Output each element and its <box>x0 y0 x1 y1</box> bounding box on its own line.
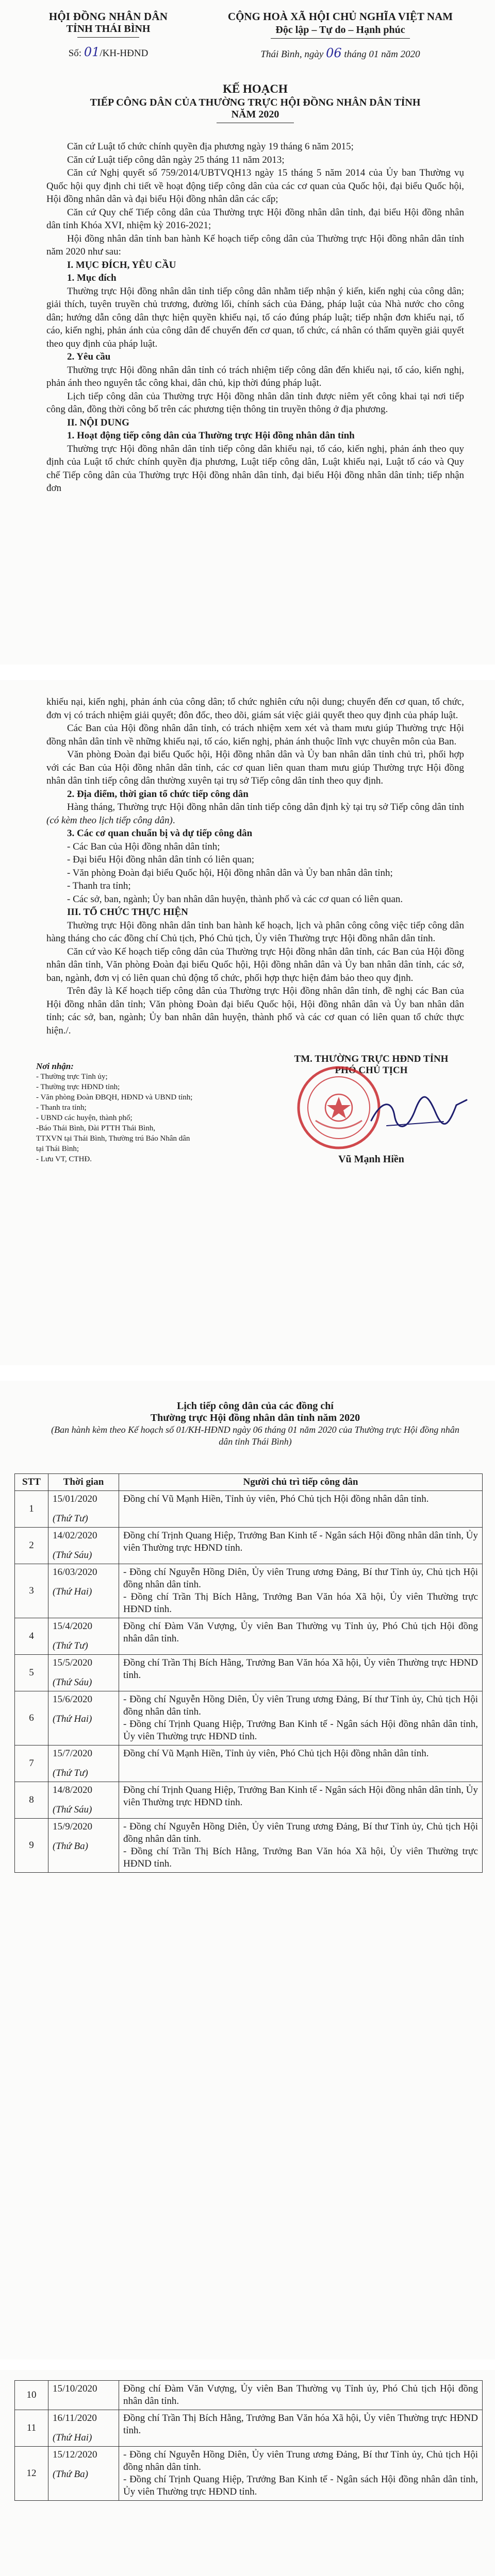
row-weekday: (Thứ Hai) <box>53 1714 92 1724</box>
row-persons-cell <box>119 1655 483 1691</box>
row-date: 15/6/2020 <box>53 1694 93 1705</box>
row-date-cell <box>48 2447 119 2501</box>
header-rule-left <box>77 37 139 38</box>
row-number: 9 <box>15 1819 48 1873</box>
presiding-person: - Đồng chí Trần Thị Bích Hằng, Trưởng Ban Văn hóa Xã hội, Ủy viên Thường trực HĐND tỉnh. <box>123 1846 478 1869</box>
table-row <box>15 2447 483 2501</box>
row-weekday: (Thứ Tư) <box>53 1640 88 1651</box>
document-page-3 <box>0 1381 495 2360</box>
table-header-row <box>15 1474 483 1491</box>
recipient-item: - Lưu VT, CTHĐ. <box>36 1155 92 1163</box>
row-date-cell <box>48 1819 119 1873</box>
row-weekday: (Thứ Sáu) <box>53 1677 92 1688</box>
section-heading: III. TỔ CHỨC THỰC HIỆN <box>67 907 188 918</box>
table-row <box>15 1782 483 1819</box>
document-page-2 <box>0 680 495 1365</box>
recipient-item: tại Thái Bình; <box>36 1145 79 1153</box>
row-persons-cell <box>119 1564 483 1618</box>
row-date-cell <box>48 1782 119 1819</box>
presiding-person: - Đồng chí Trịnh Quang Hiệp, Trưởng Ban Kinh tế - Ngân sách Hội đồng nhân dân tỉnh, Ủy viên Thường trực HĐND tỉnh. <box>123 2474 478 2497</box>
recipients-label: Nơi nhận: <box>36 1061 74 1071</box>
paragraph: Trên đây là Kế hoạch tiếp công dân của Thường trực Hội đồng nhân dân tỉnh, đề nghị các Ban của Hội đồng nhân dân tỉnh; Văn phòng Đoàn đại biểu Quốc hội, Hội đồng nhân dân và Ủy ban nhân dân tỉnh; các sở, ban, ngành; Ủy ban nhân dân huyện, thành phố và các cơ quan có liên quan tổ chức thực hiện./. <box>46 986 464 1036</box>
page1-body <box>46 140 464 495</box>
row-persons-cell <box>119 1745 483 1782</box>
document-title <box>46 82 464 123</box>
table-row <box>15 1745 483 1782</box>
presiding-person: Đồng chí Trịnh Quang Hiệp, Trưởng Ban Kinh tế - Ngân sách Hội đồng nhân dân tỉnh, Ủy viên Thường trực HĐND tỉnh. <box>123 1530 478 1553</box>
recipient-item: - Thường trực HĐND tỉnh; <box>36 1083 120 1091</box>
subsection-heading: 3. Các cơ quan chuẩn bị và dự tiếp công dân <box>67 828 253 839</box>
presiding-person: - Đồng chí Trịnh Quang Hiệp, Trưởng Ban Kinh tế - Ngân sách Hội đồng nhân dân tỉnh, Ủy viên Thường trực HĐND tỉnh. <box>123 1719 478 1742</box>
row-date: 16/11/2020 <box>53 2413 97 2424</box>
row-date-cell <box>48 1691 119 1745</box>
row-date: 16/03/2020 <box>53 1567 97 1578</box>
paragraph: Văn phòng Đoàn đại biểu Quốc hội, Hội đồng nhân dân và Ủy ban nhân dân tỉnh chủ trì, phối hợp với các Ban của Hội đồng nhân dân tỉnh, các cơ quan liên quan tham mưu giúp Thường trực Hội đồng nhân dân tỉnh tiếp công dân thường xuyên tại trụ sở Tiếp công dân tỉnh theo quy định. <box>46 749 464 786</box>
table-row <box>15 1655 483 1691</box>
paragraph: Thường trực Hội đồng nhân dân tỉnh ban hành kế hoạch, lịch và phân công công việc tiếp công dân hàng tháng cho các đồng chí Chủ tịch, Phó Chủ tịch, Ủy viên Thường trực Hội đồng nhân dân tỉnh. <box>46 920 464 944</box>
table-row <box>15 1528 483 1564</box>
legal-basis: Căn cứ Luật tổ chức chính quyền địa phương ngày 19 tháng 6 năm 2015; <box>67 141 354 152</box>
national-motto: Độc lập – Tự do – Hạnh phúc <box>275 24 405 36</box>
schedule-title-line2: Thường trực Hội đồng nhân dân tỉnh năm 2020 <box>150 1412 360 1423</box>
presiding-person: Đồng chí Trịnh Quang Hiệp, Trưởng Ban Kinh tế - Ngân sách Hội đồng nhân dân tỉnh, Ủy viên Thường trực HĐND tỉnh. <box>123 1785 478 1808</box>
row-date: 15/7/2020 <box>53 1748 93 1759</box>
subsection-heading: 1. Mục đích <box>67 273 117 283</box>
presiding-person: - Đồng chí Nguyễn Hồng Diên, Ủy viên Trung ương Đảng, Bí thư Tỉnh ủy, Chủ tịch Hội đồng nhân dân tỉnh. <box>123 1567 478 1590</box>
row-date: 15/9/2020 <box>53 1821 93 1832</box>
list-item: - Văn phòng Đoàn đại biểu Quốc hội, Hội đồng nhân dân và Ủy ban nhân dân tỉnh; <box>67 867 393 878</box>
participant-list <box>46 840 464 906</box>
presiding-person: Đồng chí Trần Thị Bích Hằng, Trưởng Ban Văn hóa Xã hội, Ủy viên Thường trực HĐND tỉnh. <box>123 2413 478 2436</box>
issue-date: Thái Bình, ngày 06 tháng 01 năm 2020 <box>260 46 420 60</box>
row-date-cell <box>48 2410 119 2447</box>
row-weekday: (Thứ Hai) <box>53 1586 92 1597</box>
table-row <box>15 1618 483 1655</box>
paragraph: Thường trực Hội đồng nhân dân tỉnh tiếp công dân khiếu nại, tố cáo, kiến nghị, phản ánh theo quy định của Luật tổ chức chính quyền địa phương, Luật tiếp công dân, Luật khiếu nại, Luật tố cáo và Quy chế Tiếp công dân của Thường trực Hội đồng nhân dân tỉnh, đại biểu Hội đồng nhân dân tỉnh; tiếp nhận đơn <box>46 443 464 494</box>
legal-basis: Căn cứ Luật tiếp công dân ngày 25 tháng 11 năm 2013; <box>67 154 285 165</box>
subsection-heading: 2. Địa điểm, thời gian tổ chức tiếp công dân <box>67 788 249 800</box>
row-persons-cell <box>119 2410 483 2447</box>
column-header: Thời gian <box>48 1474 119 1491</box>
row-persons-cell <box>119 1618 483 1655</box>
section-heading: II. NỘI DUNG <box>67 417 129 428</box>
presiding-person: Đồng chí Đàm Văn Vượng, Ủy viên Ban Thường vụ Tỉnh ủy, Phó Chủ tịch Hội đồng nhân dân tỉnh. <box>123 1621 478 1644</box>
row-persons-cell <box>119 1819 483 1873</box>
section-heading: I. MỤC ĐÍCH, YÊU CẦU <box>67 259 176 270</box>
row-number: 11 <box>15 2410 48 2447</box>
row-weekday: (Thứ Tư) <box>53 1768 88 1778</box>
row-date-cell <box>48 1491 119 1528</box>
presiding-person: - Đồng chí Nguyễn Hồng Diên, Ủy viên Trung ương Đảng, Bí thư Tỉnh ủy, Chủ tịch Hội đồng nhân dân tỉnh. <box>123 1694 478 1717</box>
row-date: 15/12/2020 <box>53 2449 97 2460</box>
signer-name: Vũ Mạnh Hiền <box>338 1154 404 1165</box>
signature-block <box>268 1054 474 1165</box>
table-row <box>15 1819 483 1873</box>
row-number: 3 <box>15 1564 48 1618</box>
document-page-1 <box>0 0 495 665</box>
subsection-heading: 2. Yêu cầu <box>67 351 111 362</box>
row-number: 2 <box>15 1528 48 1564</box>
presiding-person: - Đồng chí Nguyễn Hồng Diên, Ủy viên Trung ương Đảng, Bí thư Tỉnh ủy, Chủ tịch Hội đồng nhân dân tỉnh. <box>123 1821 478 1844</box>
page-gap <box>0 2360 495 2370</box>
row-date-cell <box>48 1528 119 1564</box>
recipient-item: TTXVN tại Thái Bình, Thường trú Báo Nhân dân <box>36 1134 190 1143</box>
row-persons-cell <box>119 1491 483 1528</box>
row-number: 7 <box>15 1745 48 1782</box>
paragraph: Lịch tiếp công dân của Thường trực Hội đồng nhân dân tỉnh được niêm yết công khai tại nơi tiếp công dân, đồng thời công bố trên các phương tiện thông tin truyền thông ở địa phương. <box>46 391 464 415</box>
header-rule-right <box>271 38 410 39</box>
row-date-cell <box>48 1745 119 1782</box>
title-line2: TIẾP CÔNG DÂN CỦA THƯỜNG TRỰC HỘI ĐỒNG NHÂN DÂN TỈNH <box>90 97 421 108</box>
schedule-title <box>46 1400 464 1448</box>
paragraph: Thường trực Hội đồng nhân dân tỉnh tiếp công dân nhằm tiếp nhận ý kiến, kiến nghị của công dân; giải thích, tuyên truyền chủ trương, đường lối, chính sách của Đảng, pháp luật của Nhà nước cho công dân; hướng dẫn công dân thực hiện quyền khiếu nại, tố cáo đúng pháp luật; tiếp nhận đơn khiếu nại, tố cáo, kiến nghị, phản ánh của công dân để chuyển đến cơ quan, tổ chức, cá nhân có thẩm quyền giải quyết theo quy định của pháp luật. <box>46 285 464 349</box>
row-weekday: (Thứ Hai) <box>53 2432 92 2443</box>
table-row <box>15 2410 483 2447</box>
row-weekday: (Thứ Ba) <box>53 1841 88 1852</box>
presiding-person: - Đồng chí Nguyễn Hồng Diên, Ủy viên Trung ương Đảng, Bí thư Tỉnh ủy, Chủ tịch Hội đồng nhân dân tỉnh. <box>123 2449 478 2472</box>
national-header <box>201 10 480 60</box>
table-row <box>15 2381 483 2410</box>
list-item: - Thanh tra tỉnh; <box>67 880 131 891</box>
row-date-cell <box>48 2381 119 2410</box>
schedule-title-line1: Lịch tiếp công dân của các đồng chí <box>177 1400 334 1412</box>
paragraph: Thường trực Hội đồng nhân dân tỉnh có trách nhiệm tiếp công dân đến khiếu nại, tố cáo, kiến nghị, phản ánh theo nguyên tắc công khai, dân chủ, kịp thời đúng pháp luật. <box>46 364 464 388</box>
page-gap <box>0 665 495 680</box>
handwritten-number: 01 <box>84 45 100 59</box>
table-row <box>15 1491 483 1528</box>
row-date: 14/02/2020 <box>53 1530 97 1541</box>
subsection-heading: 1. Hoạt động tiếp công dân của Thường trực Hội đồng nhân dân tỉnh <box>67 430 355 441</box>
recipient-item: - Thường trực Tỉnh ủy; <box>36 1073 108 1081</box>
legal-basis: Căn cứ Nghị quyết số 759/2014/UBTVQH13 ngày 15 tháng 5 năm 2014 của Ủy ban Thường vụ Quốc hội quy định chi tiết về hoạt động tiếp công dân của các cơ quan của Quốc hội, đại biểu Quốc hội, Hội đồng nhân dân và đại biểu Hội đồng nhân dân các cấp; <box>46 167 464 205</box>
paragraph: Các Ban của Hội đồng nhân dân tỉnh, có trách nhiệm xem xét và tham mưu giúp Thường trực Hội đồng nhân dân tỉnh về những khiếu nại, tố cáo, kiến nghị, phản ánh thuộc lĩnh vực chuyên môn của Ban. <box>46 723 464 747</box>
row-date: 15/10/2020 <box>53 2383 97 2394</box>
recipients-block <box>36 1061 242 1164</box>
issuing-authority <box>31 10 186 59</box>
list-item: - Đại biểu Hội đồng nhân dân tỉnh có liên quan; <box>67 854 255 865</box>
row-number: 12 <box>15 2447 48 2501</box>
row-number: 5 <box>15 1655 48 1691</box>
row-number: 1 <box>15 1491 48 1528</box>
recipient-item: - Thanh tra tỉnh; <box>36 1104 87 1112</box>
row-persons-cell <box>119 1782 483 1819</box>
row-date-cell <box>48 1655 119 1691</box>
paragraph: Căn cứ vào Kế hoạch tiếp công dân của Thường trực Hội đồng nhân dân tỉnh, các Ban của Hội đồng nhân dân tỉnh, Văn phòng Đoàn đại biểu Quốc hội, Hội đồng nhân dân và Ủy ban nhân dân tỉnh, các sở, ban, ngành, đơn vị có liên quan chủ động tổ chức, phối hợp thực hiện đảm bảo theo quy định. <box>46 946 464 984</box>
row-weekday: (Thứ Ba) <box>53 2469 88 2480</box>
presiding-person: - Đồng chí Trần Thị Bích Hằng, Trưởng Ban Văn hóa Xã hội, Ủy viên Thường trực HĐND tỉnh. <box>123 1591 478 1615</box>
document-number: Số: 01/KH-HĐND <box>68 45 148 59</box>
row-number: 6 <box>15 1691 48 1745</box>
column-header: STT <box>15 1474 48 1491</box>
presiding-person: Đồng chí Vũ Mạnh Hiền, Tỉnh ủy viên, Phó Chủ tịch Hội đồng nhân dân tỉnh. <box>123 1748 429 1759</box>
title-line3: NĂM 2020 <box>231 109 279 120</box>
presiding-person: Đồng chí Vũ Mạnh Hiền, Tỉnh ủy viên, Phó Chủ tịch Hội đồng nhân dân tỉnh. <box>123 1494 429 1504</box>
page-gap <box>0 1365 495 1381</box>
recipient-item: - UBND các huyện, thành phố; <box>36 1114 133 1122</box>
schedule-subtitle: (Ban hành kèm theo Kế hoạch số 01/KH-HĐND ngày 06 tháng 01 năm 2020 của Thường trực Hội đồng nhân dân tỉnh Thái Bình) <box>51 1425 459 1447</box>
signature-position: PHÓ CHỦ TỊCH <box>335 1065 408 1076</box>
row-date-cell <box>48 1564 119 1618</box>
handwritten-day: 06 <box>326 46 342 60</box>
recipient-item: -Báo Thái Bình, Đài PTTH Thái Bình, <box>36 1124 156 1132</box>
presiding-person: Đồng chí Trần Thị Bích Hằng, Trưởng Ban Văn hóa Xã hội, Ủy viên Thường trực HĐND tỉnh. <box>123 1657 478 1681</box>
row-weekday: (Thứ Sáu) <box>53 1804 92 1815</box>
row-date: 15/5/2020 <box>53 1657 93 1668</box>
table-row <box>15 1564 483 1618</box>
row-persons-cell <box>119 1691 483 1745</box>
table-row <box>15 1691 483 1745</box>
schedule-table-continued <box>14 2380 483 2501</box>
org-name-line2: TỈNH THÁI BÌNH <box>66 23 151 35</box>
row-date: 15/4/2020 <box>53 1621 93 1632</box>
row-persons-cell <box>119 2447 483 2501</box>
row-number: 10 <box>15 2381 48 2410</box>
paragraph: khiếu nại, kiến nghị, phản ánh của công dân; tổ chức nghiên cứu nội dung; chuyển đến cơ quan, tổ chức, đơn vị có trách nhiệm giải quyết; đôn đốc, theo dõi, giám sát việc giải quyết theo quy định của pháp luật. <box>46 697 464 721</box>
nation-name: CỘNG HOÀ XÃ HỘI CHỦ NGHĨA VIỆT NAM <box>227 10 453 23</box>
legal-basis: Căn cứ Quy chế Tiếp công dân của Thường trực Hội đồng nhân dân tỉnh, đại biểu Hội đồng nhân dân tỉnh Khóa XVI, nhiệm kỳ 2016-2021; <box>46 207 464 231</box>
intro-paragraph: Hội đồng nhân dân tỉnh ban hành Kế hoạch tiếp công dân của Thường trực Hội đồng nhân dân tỉnh năm 2020 như sau: <box>46 233 464 257</box>
row-date-cell <box>48 1618 119 1655</box>
row-number: 4 <box>15 1618 48 1655</box>
row-persons-cell <box>119 1528 483 1564</box>
document-page-4 <box>0 2370 495 2576</box>
row-weekday: (Thứ Sáu) <box>53 1550 92 1561</box>
list-item: - Các sở, ban, ngành; Ủy ban nhân dân huyện, thành phố và các cơ quan có liên quan. <box>67 893 403 905</box>
row-persons-cell <box>119 2381 483 2410</box>
signature-title: TM. THƯỜNG TRỰC HĐND TỈNH <box>294 1054 449 1064</box>
page2-body <box>46 696 464 1037</box>
presiding-person: Đồng chí Đàm Văn Vượng, Ủy viên Ban Thường vụ Tỉnh ủy, Phó Chủ tịch Hội đồng nhân dân tỉnh. <box>123 2383 478 2406</box>
schedule-table <box>14 1473 483 1873</box>
org-name-line1: HỘI ĐỒNG NHÂN DÂN <box>48 10 168 23</box>
recipient-item: - Văn phòng Đoàn ĐBQH, HĐND và UBND tỉnh; <box>36 1093 193 1101</box>
title-line1: KẾ HOẠCH <box>223 82 288 95</box>
row-weekday: (Thứ Tư) <box>53 1513 88 1524</box>
column-header: Người chủ trì tiếp công dân <box>119 1474 483 1491</box>
row-date: 15/01/2020 <box>53 1494 97 1504</box>
row-number: 8 <box>15 1782 48 1819</box>
list-item: - Các Ban của Hội đồng nhân dân tỉnh; <box>67 841 220 852</box>
handwritten-signature-icon <box>366 1090 469 1136</box>
paragraph: Hàng tháng, Thường trực Hội đồng nhân dân tỉnh tiếp công dân định kỳ tại trụ sở Tiếp công dân tỉnh (có kèm theo lịch tiếp công dân). <box>46 802 464 826</box>
row-date: 14/8/2020 <box>53 1785 93 1795</box>
